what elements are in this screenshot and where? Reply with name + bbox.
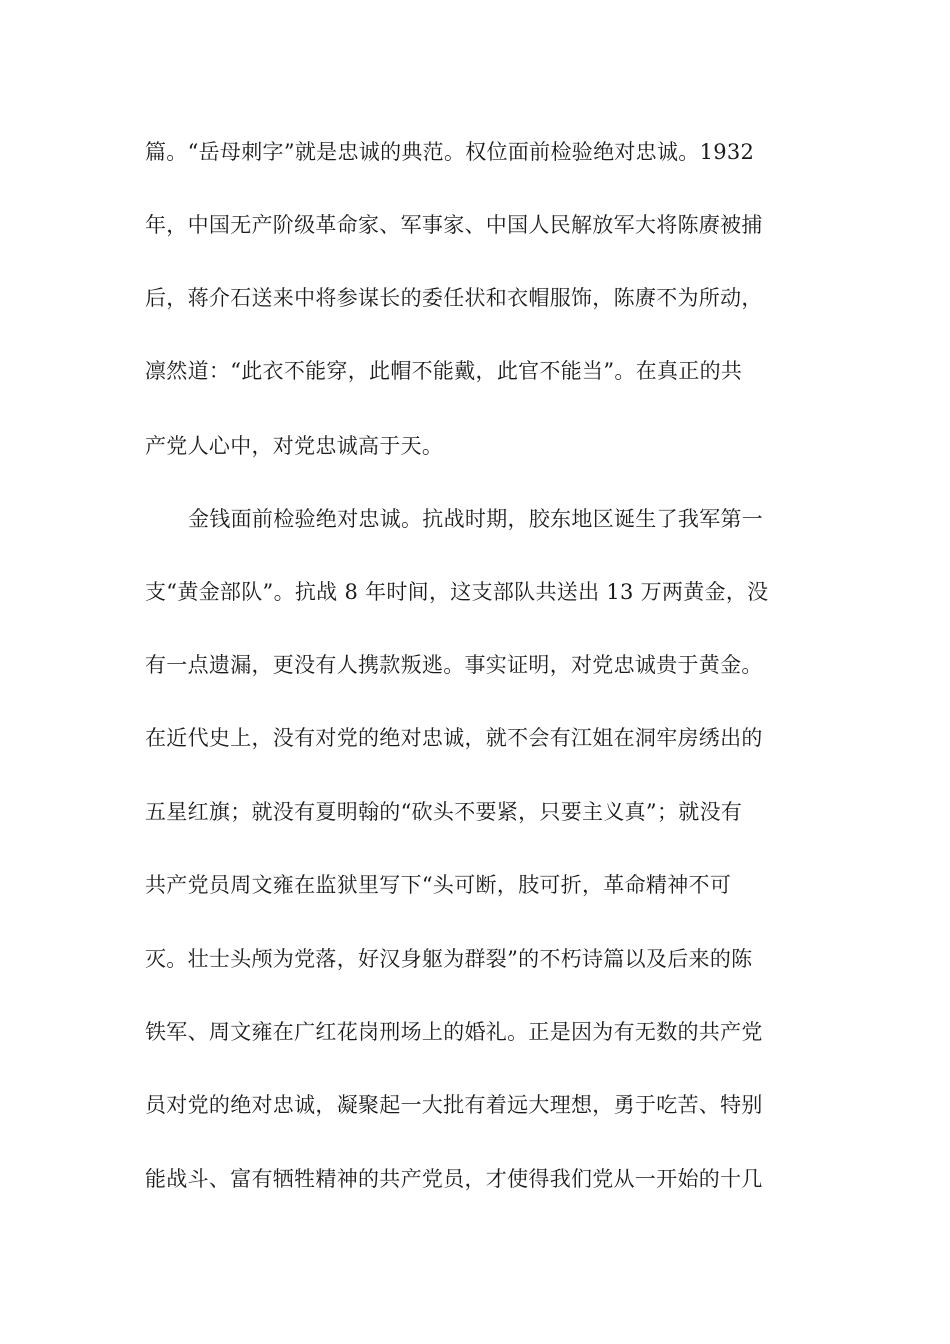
text-line: 铁军、周文雍在广红花岗刑场上的婚礼。正是因为有无数的共产党 — [145, 1020, 763, 1044]
text-line: 年，中国无产阶级革命家、军事家、中国人民解放军大将陈赓被捕 — [145, 213, 763, 237]
text-line: 员对党的绝对忠诚，凝聚起一大批有着远大理想，勇于吃苦、特别 — [145, 1093, 763, 1117]
text-line: 有一点遗漏，更没有人携款叛逃。事实证明，对党忠诚贵于黄金。 — [145, 653, 763, 677]
text-line: 在近代史上，没有对党的绝对忠诚，就不会有江姐在洞牢房绣出的 — [145, 726, 763, 750]
text-line: 灭。壮士头颅为党落，好汉身躯为群裂”的不朽诗篇以及后来的陈 — [145, 947, 753, 971]
text-line: 支“黄金部队”。抗战 8 年时间，这支部队共送出 13 万两黄金，没 — [145, 580, 769, 604]
paragraph-first-line: 金钱面前检验绝对忠诚。抗战时期，胶东地区诞生了我军第一 — [188, 507, 764, 531]
text-line: 后，蒋介石送来中将参谋长的委任状和衣帽服饰，陈赓不为所动， — [145, 286, 763, 310]
text-line: 篇。“岳母刺字”就是忠诚的典范。权位面前检验绝对忠诚。1932 — [145, 140, 755, 164]
text-line: 共产党员周文雍在监狱里写下“头可断，肢可折，革命精神不可 — [145, 873, 732, 897]
text-line: 五星红旗；就没有夏明翰的“砍头不要紧，只要主义真”；就没有 — [145, 800, 743, 824]
text-line: 产党人心中，对党忠诚高于天。 — [145, 434, 444, 458]
text-line: 能战斗、富有牺牲精神的共产党员，才使得我们党从一开始的十几 — [145, 1167, 763, 1191]
text-line: 凛然道：“此衣不能穿，此帽不能戴，此官不能当”。在真正的共 — [145, 359, 743, 383]
